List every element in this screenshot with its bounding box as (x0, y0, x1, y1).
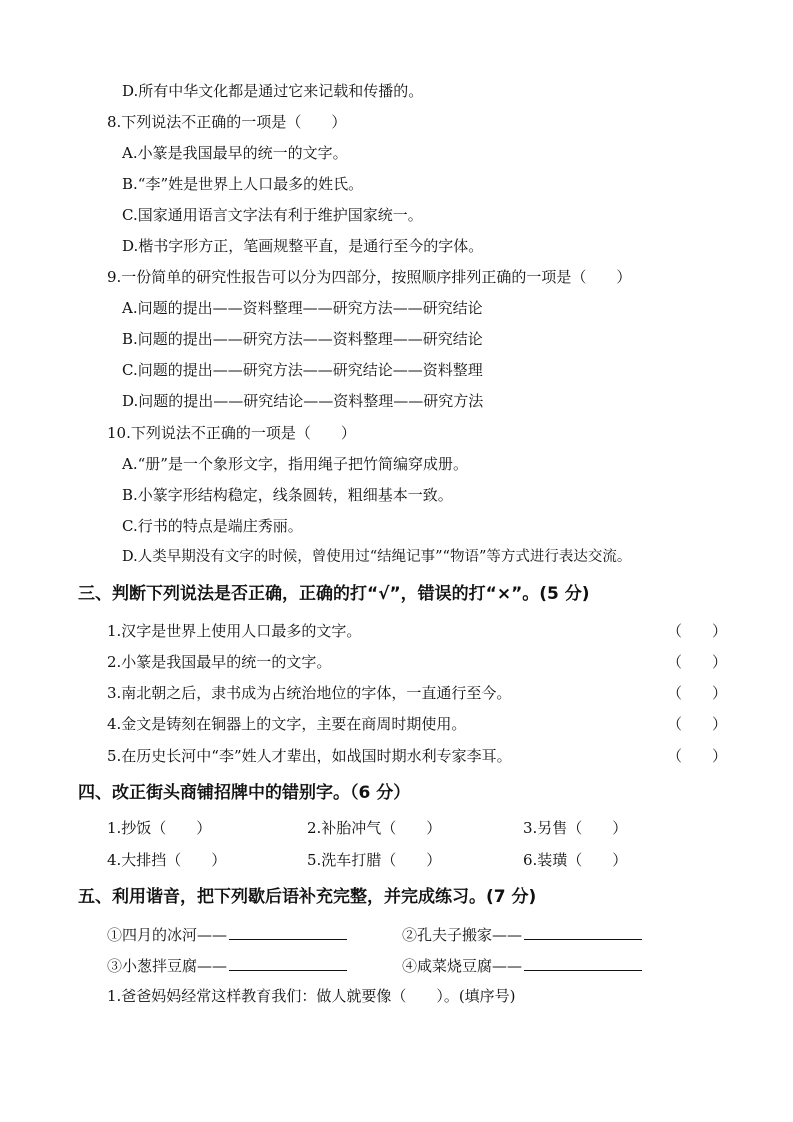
q10-option-b: B.小篆字形结构稳定，线条圆转，粗细基本一致。 (122, 486, 453, 504)
q10-option-c: C.行书的特点是端庄秀丽。 (122, 517, 303, 535)
sign-item-3[interactable]: 3.另售（ ） (523, 819, 628, 837)
q8-option-b: B.“李”姓是世界上人口最多的姓氏。 (122, 175, 364, 193)
idiom-item-3 (107, 955, 347, 976)
idiom-item-1 (107, 924, 347, 945)
q8-option-a: A.小篆是我国最早的统一的文字。 (122, 144, 348, 162)
idiom-text-1: ①四月的冰河—— (107, 926, 228, 944)
judge-answer-1[interactable]: （ ） (667, 622, 728, 640)
q9-stem: 9.一份简单的研究性报告可以分为四部分，按照顺序排列正确的一项是（ ） (107, 268, 632, 286)
idiom-item-2 (402, 924, 642, 945)
sign-item-4[interactable]: 4.大排挡（ ） (107, 851, 227, 869)
q8-option-c: C.国家通用语言文字法有利于维护国家统一。 (122, 206, 423, 224)
idiom-blank-3[interactable] (229, 955, 347, 971)
idiom-blank-1[interactable] (229, 924, 347, 940)
judge-answer-3[interactable]: （ ） (667, 684, 728, 702)
q10-option-d: D.人类早期没有文字的时候，曾使用过“结绳记事”“物语”等方式进行表达交流。 (122, 549, 632, 565)
judge-answer-5[interactable]: （ ） (667, 747, 728, 765)
idiom-blank-2[interactable] (524, 924, 642, 940)
sign-item-6[interactable]: 6.装璜（ ） (523, 851, 628, 869)
idiom-text-2: ②孔夫子搬家—— (402, 926, 523, 944)
q10-option-a: A.“册”是一个象形文字，指用绳子把竹简编穿成册。 (122, 455, 468, 473)
section4-title: 四、改正街头商铺招牌中的错别字。（6 分） (78, 783, 411, 803)
section5-title: 五、利用谐音，把下列歇后语补充完整，并完成练习。(7 分) (78, 887, 537, 907)
judge-answer-4[interactable]: （ ） (667, 715, 728, 733)
q9-option-a: A.问题的提出——资料整理——研究方法——研究结论 (122, 299, 483, 317)
idiom-text-3: ③小葱拌豆腐—— (107, 957, 228, 975)
q9-option-c: C.问题的提出——研究方法——研究结论——资料整理 (122, 361, 483, 379)
idiom-text-4: ④咸菜烧豆腐—— (402, 957, 523, 975)
idiom-item-4 (402, 955, 642, 976)
judge-item-4: 4.金文是铸刻在铜器上的文字，主要在商周时期使用。 (107, 715, 467, 733)
section3-title: 三、判断下列说法是否正确，正确的打“√”，错误的打“×”。(5 分) (78, 584, 590, 604)
sign-item-1[interactable]: 1.抄饭（ ） (107, 819, 212, 837)
q9-option-d: D.问题的提出——研究结论——资料整理——研究方法 (122, 392, 484, 410)
judge-item-5: 5.在历史长河中“李”姓人才辈出，如战国时期水利专家李耳。 (107, 747, 512, 765)
section5-question-1: 1.爸爸妈妈经常这样教育我们：做人就要像（ ）。(填序号) (107, 987, 516, 1005)
sign-item-5[interactable]: 5.洗车打腊（ ） (307, 851, 442, 869)
q10-stem: 10.下列说法不正确的一项是（ ） (107, 424, 356, 442)
q9-option-b: B.问题的提出——研究方法——资料整理——研究结论 (122, 330, 483, 348)
q8-option-d: D.楷书字形方正，笔画规整平直，是通行至今的字体。 (122, 237, 484, 255)
judge-item-3: 3.南北朝之后，隶书成为占统治地位的字体，一直通行至今。 (107, 684, 512, 702)
judge-answer-2[interactable]: （ ） (667, 653, 728, 671)
q7-option-d: D.所有中华文化都是通过它来记载和传播的。 (122, 82, 424, 100)
q8-stem: 8.下列说法不正确的一项是（ ） (107, 113, 347, 131)
sign-item-2[interactable]: 2.补胎冲气（ ） (307, 819, 442, 837)
judge-item-1: 1.汉字是世界上使用人口最多的文字。 (107, 622, 362, 640)
judge-item-2: 2.小篆是我国最早的统一的文字。 (107, 653, 332, 671)
idiom-blank-4[interactable] (524, 955, 642, 971)
